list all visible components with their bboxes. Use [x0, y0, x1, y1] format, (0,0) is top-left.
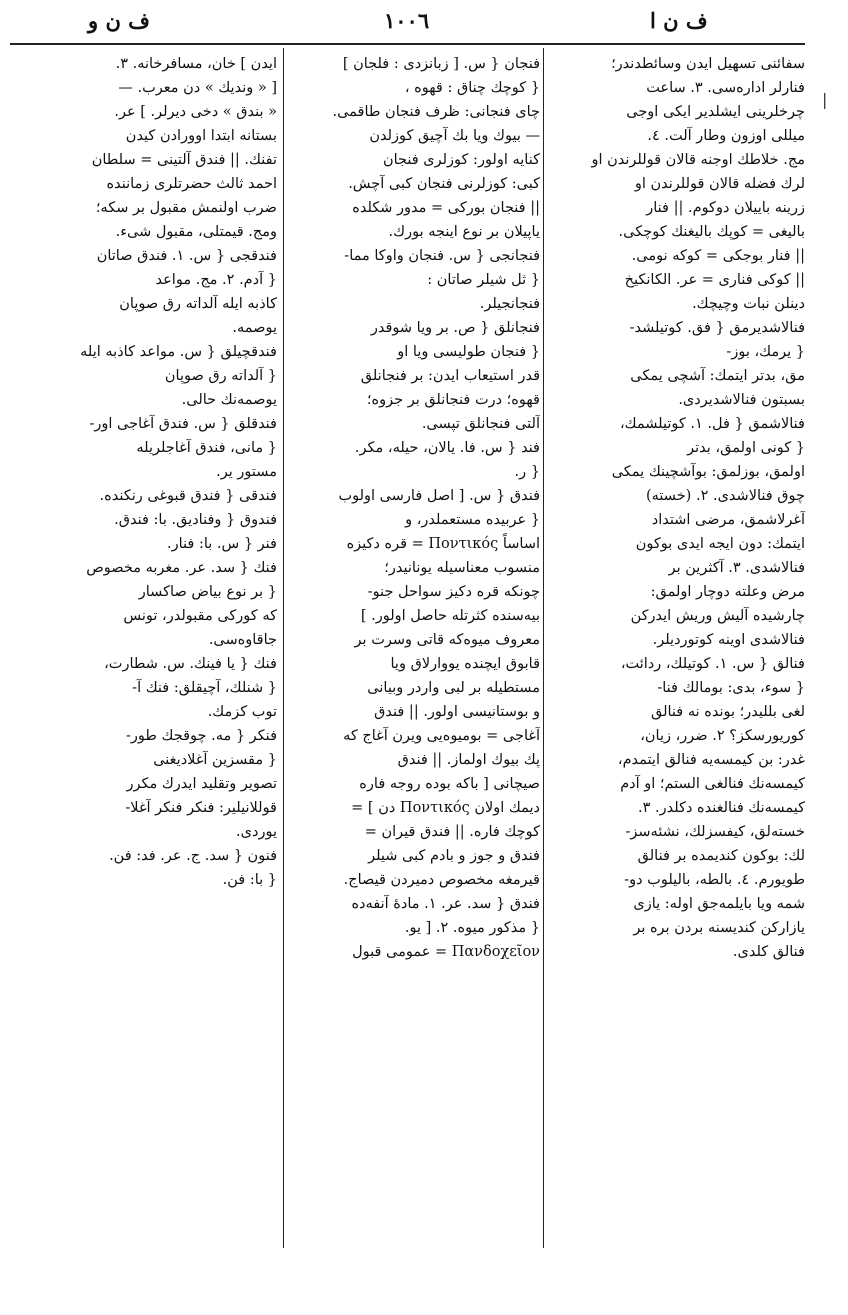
text-line: زرینه باییلان دوکوم. || فنار — [646, 200, 805, 216]
text-line: چوق فنالاشدی. ٢. (خسته) — [645, 488, 805, 504]
text-line: { آدم. ٢. مج. مواعد — [155, 272, 277, 288]
text-line: — بیوك ویا بك آچیق کوزلدن — [369, 128, 540, 144]
text-line: تصویر وتقلید ایدرك مکرر — [126, 776, 277, 792]
text-line: بستانه ابتدا اوورادن کیدن — [125, 128, 277, 144]
text-line: قدر استیعاب ایدن: بر فنجانلق — [360, 368, 540, 384]
text-line: ومج. قیمتلی، مقبول شیء. — [115, 224, 277, 240]
text-line: { مقسزین آغلادیغنی — [153, 752, 277, 768]
text-line: یاپیلان بر نوع اینجه بورك. — [388, 224, 540, 240]
text-line: { فنجان طولیسی ویا او — [397, 344, 540, 360]
text-line: کبی: کوزلرنی فنجان کبی آچش. — [348, 176, 540, 192]
text-line: چارشیده آلیش وریش ایدرکن — [630, 608, 805, 624]
text-line: دینلن نبات وچیچك. — [692, 296, 805, 312]
text-line: فنجان { س. [ زبانزدی : فلجان ] — [342, 56, 540, 72]
text-line: یازارکن کندیسنه بردن بره بر — [633, 920, 805, 936]
text-line: { یرمك، بوز- — [726, 344, 805, 360]
text-line: { عربیده مستعملدر، و — [405, 512, 540, 528]
text-line: طویورم. ٤. بالطه، بالیلوب دو- — [624, 872, 805, 888]
margin-mark: | — [822, 90, 828, 109]
text-line: فندوق { وفنادیق. با: فندق. — [114, 512, 277, 528]
text-line: میللی اوزون وطار آلت. ٤. — [647, 128, 805, 144]
text-line: مق، بدتر ایتمك: آشچی یمکی — [630, 368, 805, 384]
text-line: { بر نوع بیاض صاکسار — [138, 584, 277, 600]
text-line: مستور یر. — [216, 464, 277, 480]
text-line: منسوب معناسیله یونانیدر؛ — [384, 560, 540, 576]
text-line: فندق { سد. عر. ١. مادهٔ آنفه‌ده — [351, 896, 540, 912]
text-line: لك: بوکون کندیمده بر فنالق — [637, 848, 805, 864]
text-line: { مذکور میوه. ٢. [ یو. — [404, 920, 540, 936]
text-line: فنر { س. با: فنار. — [167, 536, 277, 552]
text-line: فنجانجیلر. — [479, 296, 540, 312]
text-line: قوللانیلیر: فنکر فنکر آغلا- — [125, 800, 277, 816]
text-line: || فنجان بورکی = مدور شکلده — [352, 200, 540, 216]
text-line: جاقاوه‌سی. — [208, 632, 277, 648]
text-line: فنکر { مه. چوقجك طور- — [125, 728, 277, 744]
text-line: فنك { سد. عر. مغربه مخصوص — [86, 560, 277, 576]
column-divider — [283, 48, 284, 1248]
text-line: بالیغی = کوپك بالیغنك کوچکی. — [618, 224, 805, 240]
text-line: فنالاشدی اوینه کوتوردیلر. — [652, 632, 805, 648]
text-line: فندقچیلق { س. مواعد کاذبه ایله — [80, 344, 277, 360]
text-line: فنجانلق { ص. بر ویا شوقدر — [370, 320, 540, 336]
text-line: فند { س. فا. یالان، حیله، مکر. — [354, 440, 540, 456]
text-line: فندقجی { س. ١. فندق صاتان — [96, 248, 277, 264]
text-line: { کونی اولمق، بدتر — [687, 440, 805, 456]
text-line: فنالق کلدی. — [732, 944, 805, 960]
text-line: || فنار بوجکی = کوکه نومی. — [631, 248, 805, 264]
text-line: چای فنجانی: ظرف فنجان طاقمی. — [332, 104, 540, 120]
text-line: کاذبه ایله آلداته رق صوپان — [119, 296, 277, 312]
text-line: { سوء، بدی: بومالك فنا- — [657, 680, 805, 696]
text-line: کیمسه‌نك فنالغنده دکلدر. ٣. — [638, 800, 805, 816]
text-line: فنارلر اداره‌سی. ٣. ساعت — [646, 80, 805, 96]
running-head-left: ف ن و — [88, 8, 150, 33]
text-line: لغی بللیدر؛ بونده نه فنالق — [651, 704, 805, 720]
text-line: فنالاشدی. ٣. آکثرین بر — [668, 560, 805, 576]
text-line: که کورکی مقبولدر، تونس — [123, 608, 277, 624]
text-column-middle — [290, 52, 540, 964]
text-line: ضرب اولنمش مقبول بر سکه؛ — [95, 200, 277, 216]
text-line: اولمق، بوزلمق: بوآشچینك یمکی — [611, 464, 805, 480]
text-line: یوصمه‌نك حالی. — [181, 392, 277, 408]
text-line: کوریورسکز؟ ٢. ضرر، زیان، — [640, 728, 805, 744]
text-line: آلتی فنجانلق تپسی. — [421, 416, 540, 432]
text-line: فندقلق { س. فندق آغاجی اور- — [89, 416, 277, 432]
text-line: صیچانی [ باکه بوده روجه فاره — [359, 776, 540, 792]
text-line: خسته‌لق، کیفسزلك، نشئه‌سز- — [625, 824, 805, 840]
page-number: ١٠٠٦ — [384, 8, 430, 33]
text-line: یوصمه. — [232, 320, 277, 336]
text-line: قهوه؛ درت فنجانلق بر جزوه؛ — [366, 392, 540, 408]
text-line: تفنك. || فندق آلتینی = سلطان — [91, 152, 277, 168]
text-line: { ر. — [514, 464, 540, 480]
text-line: ایدن ] خان، مسافرخانه. ٣. — [115, 56, 277, 72]
text-line: اساساً Ποντικός = قره دکیزه — [346, 536, 540, 552]
text-line: فندق و جوز و بادم کبی شیلر — [368, 848, 540, 864]
text-line: فنون { سد. ج. عر. فد: فن. — [109, 848, 277, 864]
text-line: شمه ویا بایلمه‌جق اوله: یازی — [633, 896, 805, 912]
header-rule — [10, 43, 805, 45]
text-line: [ « وندیك » دن معرب. — — [118, 80, 277, 96]
column-divider — [543, 48, 544, 1248]
text-line: فندق { س. [ اصل فارسی اولوب — [338, 488, 540, 504]
text-line: معروف میوه‌که قاتی وسرت بر — [354, 632, 540, 648]
text-line: { مانی، فندق آغاجلریله — [136, 440, 277, 456]
text-line: آغرلاشمق، مرضی اشتداد — [651, 512, 805, 528]
text-line: قیرمغه مخصوص دمیردن قیصاج. — [343, 872, 540, 888]
text-line: لرك فضله قالان قوللرندن او — [634, 176, 805, 192]
text-line: { کوچك چناق : قهوه ، — [404, 80, 540, 96]
text-line: مج. خلاطك اوجنه قالان قوللرندن او — [591, 152, 805, 168]
text-line: دیمك اولان Ποντικός دن ] = — [351, 800, 540, 816]
text-column-right — [550, 52, 805, 964]
text-line: آغاجی = بومیوه‌یی ویرن آغاج که — [343, 728, 540, 744]
text-column-left — [14, 52, 277, 892]
text-line: بسبتون فنالاشدیردی. — [678, 392, 805, 408]
text-line: بیه‌سنده کثرتله حاصل اولور. ] — [360, 608, 540, 624]
text-line: پك بیوك اولماز. || فندق — [397, 752, 540, 768]
text-line: یوردی. — [236, 824, 277, 840]
text-line: کیمسه‌نك فنالغی الستم؛ او آدم — [620, 776, 805, 792]
text-line: سفائنی تسهیل ایدن وسائطدندر؛ — [611, 56, 805, 72]
text-line: { با: فن. — [222, 872, 277, 888]
text-line: کنایه اولور: کوزلری فنجان — [382, 152, 540, 168]
text-line: فندقی { فندق قبوغی رنکنده. — [99, 488, 277, 504]
text-line: « بندق » دخی دیرلر. ] عر. — [114, 104, 277, 120]
text-line: چونکه قره دکیز سواحل جنو- — [367, 584, 540, 600]
text-line: { شنلك، آچیقلق: فنك آ- — [132, 680, 277, 696]
text-line: قابوق ایچنده یووارلاق ویا — [390, 656, 540, 672]
text-line: فنك { یا فینك. س. شطارت، — [104, 656, 277, 672]
text-line: فنالاشمق { فل. ١. کوتیلشمك، — [619, 416, 805, 432]
text-line: و بوستانیسی اولور. || فندق — [374, 704, 540, 720]
text-line: Πανδοχεῖον = عمومی قبول — [352, 944, 540, 960]
running-head-right: ف ن ا — [650, 8, 708, 33]
text-line: توب کزمك. — [207, 704, 277, 720]
text-line: || کوکی فناری = عر. الکانکیخ — [624, 272, 805, 288]
text-line: مستطیله بر لبی واردر وبیانی — [367, 680, 540, 696]
text-line: غدر: بن کیمسه‌یه فنالق ایتمدم، — [617, 752, 805, 768]
text-line: { آلداته رق صوپان — [164, 368, 277, 384]
text-line: { ثل شیلر صاتان : — [427, 272, 540, 288]
text-line: فنالق { س. ١. کوتیلك، ردائت، — [620, 656, 805, 672]
text-line: کوچك فاره. || فندق قیران = — [364, 824, 540, 840]
text-line: چرخلرینی ایشلدیر ایکی اوجی — [626, 104, 805, 120]
text-line: فنجانجی { س. فنجان واوکا مما- — [344, 248, 540, 264]
text-line: فنالاشدیرمق { فق. کوتیلشد- — [629, 320, 805, 336]
text-line: ایتمك: دون ایجه ایدی بوکون — [635, 536, 805, 552]
text-line: مرض وعلته دوچار اولمق: — [650, 584, 805, 600]
text-line: احمد ثالث حضرتلری زماننده — [106, 176, 277, 192]
